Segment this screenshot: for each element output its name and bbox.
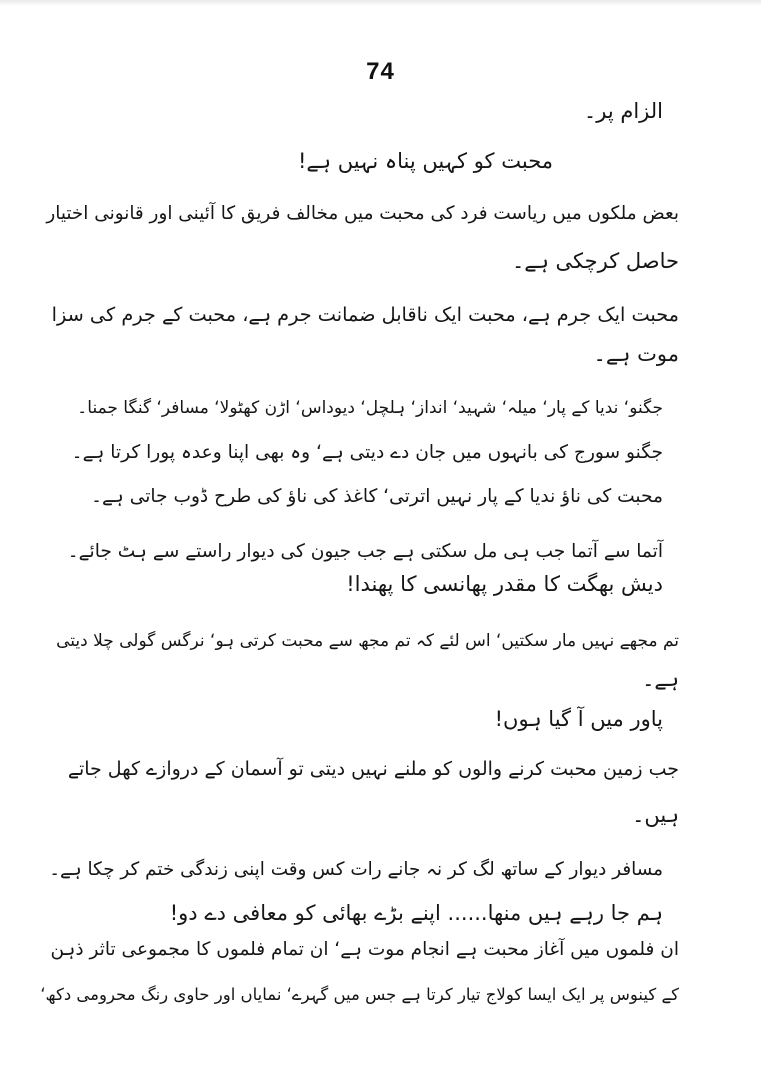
text-line: محبت کو کہیں پناہ نہیں ہے! xyxy=(298,149,553,173)
page-number: 74 xyxy=(366,58,395,85)
text-line: بعض ملکوں میں ریاست فرد کی محبت میں مخالف فریق کا آئینی اور قانونی اختیار xyxy=(46,203,679,224)
text-line: محبت ایک جرم ہے، محبت ایک ناقابل ضمانت جرم ہے، محبت کے جرم کی سزا xyxy=(51,303,679,326)
text-line: ہے۔ xyxy=(642,667,679,691)
scan-edge xyxy=(0,0,761,6)
text-line: آتما سے آتما جب ہی مل سکتی ہے جب جیون کی دیوار راستے سے ہٹ جائے۔ xyxy=(67,541,663,562)
text-line: حاصل کرچکی ہے۔ xyxy=(511,249,679,273)
text-line: پاور میں آ گیا ہوں! xyxy=(494,707,663,731)
text-line: موت ہے۔ xyxy=(593,342,679,366)
text-line: جب زمین محبت کرنے والوں کو ملنے نہیں دیتی تو آسمان کے دروازے کھل جاتے xyxy=(67,758,679,780)
text-line: جگنو‘ ندیا کے پار‘ میلہ‘ شہید‘ انداز‘ ہلچل‘ دیوداس‘ اڑن کھٹولا‘ مسافر‘ گنگا جمنا۔ xyxy=(77,398,663,418)
text-line: ہیں۔ xyxy=(632,803,679,827)
text-line: مسافر دیوار کے ساتھ لگ کر نہ جانے رات کس وقت اپنی زندگی ختم کر چکا ہے۔ xyxy=(49,859,663,880)
text-line: ان فلموں میں آغاز محبت ہے انجام موت ہے‘ ان تمام فلموں کا مجموعی تاثر ذہن xyxy=(50,939,679,960)
text-line: کے کینوس پر ایک ایسا کولاج تیار کرتا ہے جس میں گہرے‘ نمایاں اور حاوی رنگ محرومی دکھ‘ xyxy=(40,985,679,1004)
text-line: محبت کی ناؤ ندیا کے پار نہیں اترتی‘ کاغذ کی ناؤ کی طرح ڈوب جاتی ہے۔ xyxy=(91,486,663,507)
text-line: تم مجھے نہیں مار سکتیں‘ اس لئے کہ تم مجھ سے محبت کرتی ہو‘ نرگس گولی چلا دیتی xyxy=(56,631,679,651)
text-line: دیش بھگت کا مقدر پھانسی کا پھندا! xyxy=(346,572,663,596)
text-line: جگنو سورج کی بانہوں میں جان دے دیتی ہے‘ وہ بھی اپنا وعدہ پورا کرتا ہے۔ xyxy=(71,442,663,463)
text-line: الزام پر۔ xyxy=(583,99,663,123)
text-line: ہم جا رہے ہیں منھا...... اپنے بڑے بھائی کو معافی دے دو! xyxy=(169,901,663,925)
